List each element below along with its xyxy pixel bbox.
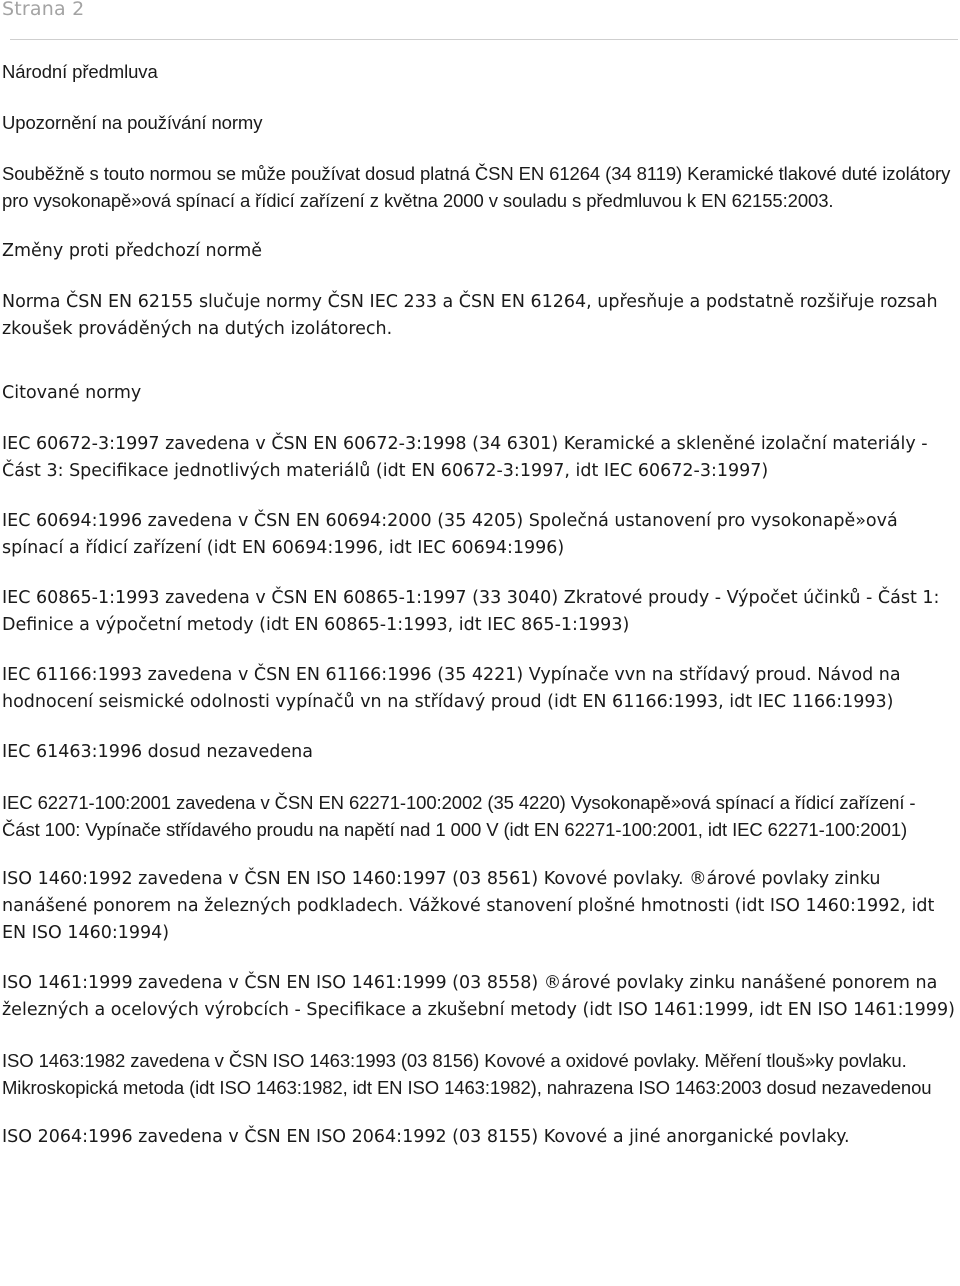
- header-divider: [10, 39, 958, 40]
- cited-norm-item: IEC 62271-100:2001 zavedena v ČSN EN 62271-100:2002 (35 4220) Vysokonapě»ová spínací a řídicí zařízení - Část 100: Vypínače střídavého proudu na napětí nad 1 000 V (idt EN 62271-100:2001, idt IEC 62271-100:2001): [2, 792, 916, 840]
- page-number-label: Strana 2: [2, 0, 85, 20]
- document-body: [2, 58, 958, 1174]
- section-title-warning: Upozornění na používání normy: [2, 112, 263, 133]
- cited-norm-item: ISO 1460:1992 zavedena v ČSN EN ISO 1460:1997 (03 8561) Kovové povlaky. ®árové povlaky zinku nanášené ponorem na železných podkladech. Vážkové stanovení plošné hmotnosti (idt ISO 1460:1992, idt EN ISO 1460:1994): [2, 869, 935, 943]
- cited-norm-item: ISO 2064:1996 zavedena v ČSN EN ISO 2064:1992 (03 8155) Kovové a jiné anorganické povlaky.: [2, 1127, 850, 1147]
- cited-norm-item: IEC 60865-1:1993 zavedena v ČSN EN 60865-1:1997 (33 3040) Zkratové proudy - Výpočet účinků - Část 1: Definice a výpočetní metody (idt EN 60865-1:1993, idt IEC 865-1:1993): [2, 588, 940, 635]
- section-title-foreword: Národní předmluva: [2, 61, 158, 82]
- cited-norm-item: IEC 61463:1996 dosud nezavedena: [2, 742, 313, 762]
- cited-norm-item: IEC 61166:1993 zavedena v ČSN EN 61166:1996 (35 4221) Vypínače vvn na střídavý proud. Návod na hodnocení seismické odolnosti vypínačů vn na střídavý proud (idt EN 61166:1993, idt IEC 1166:1993): [2, 665, 901, 712]
- cited-norm-item: ISO 1463:1982 zavedena v ČSN ISO 1463:1993 (03 8156) Kovové a oxidové povlaky. Měření tlouš»ky povlaku. Mikroskopická metoda (idt ISO 1463:1982, idt EN ISO 1463:1982), nahrazena ISO 1463:2003 dosud nezavedenou: [2, 1050, 932, 1098]
- page-header: [2, 0, 958, 40]
- section-title-cited: Citované normy: [2, 383, 142, 403]
- cited-norm-item: IEC 60694:1996 zavedena v ČSN EN 60694:2000 (35 4205) Společná ustanovení pro vysokonapě»ová spínací a řídicí zařízení (idt EN 60694:1996, idt IEC 60694:1996): [2, 511, 898, 558]
- cited-norm-item: ISO 1461:1999 zavedena v ČSN EN ISO 1461:1999 (03 8558) ®árové povlaky zinku nanášené ponorem na železných a ocelových výrobcích - Specifikace a zkušební metody (idt ISO 1461:1999, idt EN ISO 1461:1999): [2, 973, 955, 1020]
- cited-norm-item: IEC 60672-3:1997 zavedena v ČSN EN 60672-3:1998 (34 6301) Keramické a skleněné izolační materiály - Část 3: Specifikace jednotlivých materiálů (idt EN 60672-3:1997, idt IEC 60672-3:1997): [2, 434, 928, 481]
- section-title-changes: Změny proti předchozí normě: [2, 241, 263, 261]
- warning-paragraph: Souběžně s touto normou se může používat dosud platná ČSN EN 61264 (34 8119) Keramické tlakové duté izolátory pro vysokonapě»ová spínací a řídicí zařízení z května 2000 v souladu s předmluvou k EN 62155:2003.: [2, 163, 951, 211]
- changes-paragraph: Norma ČSN EN 62155 slučuje normy ČSN IEC 233 a ČSN EN 61264, upřesňuje a podstatně rozšiřuje rozsah zkoušek prováděných na dutých izolátorech.: [2, 292, 938, 339]
